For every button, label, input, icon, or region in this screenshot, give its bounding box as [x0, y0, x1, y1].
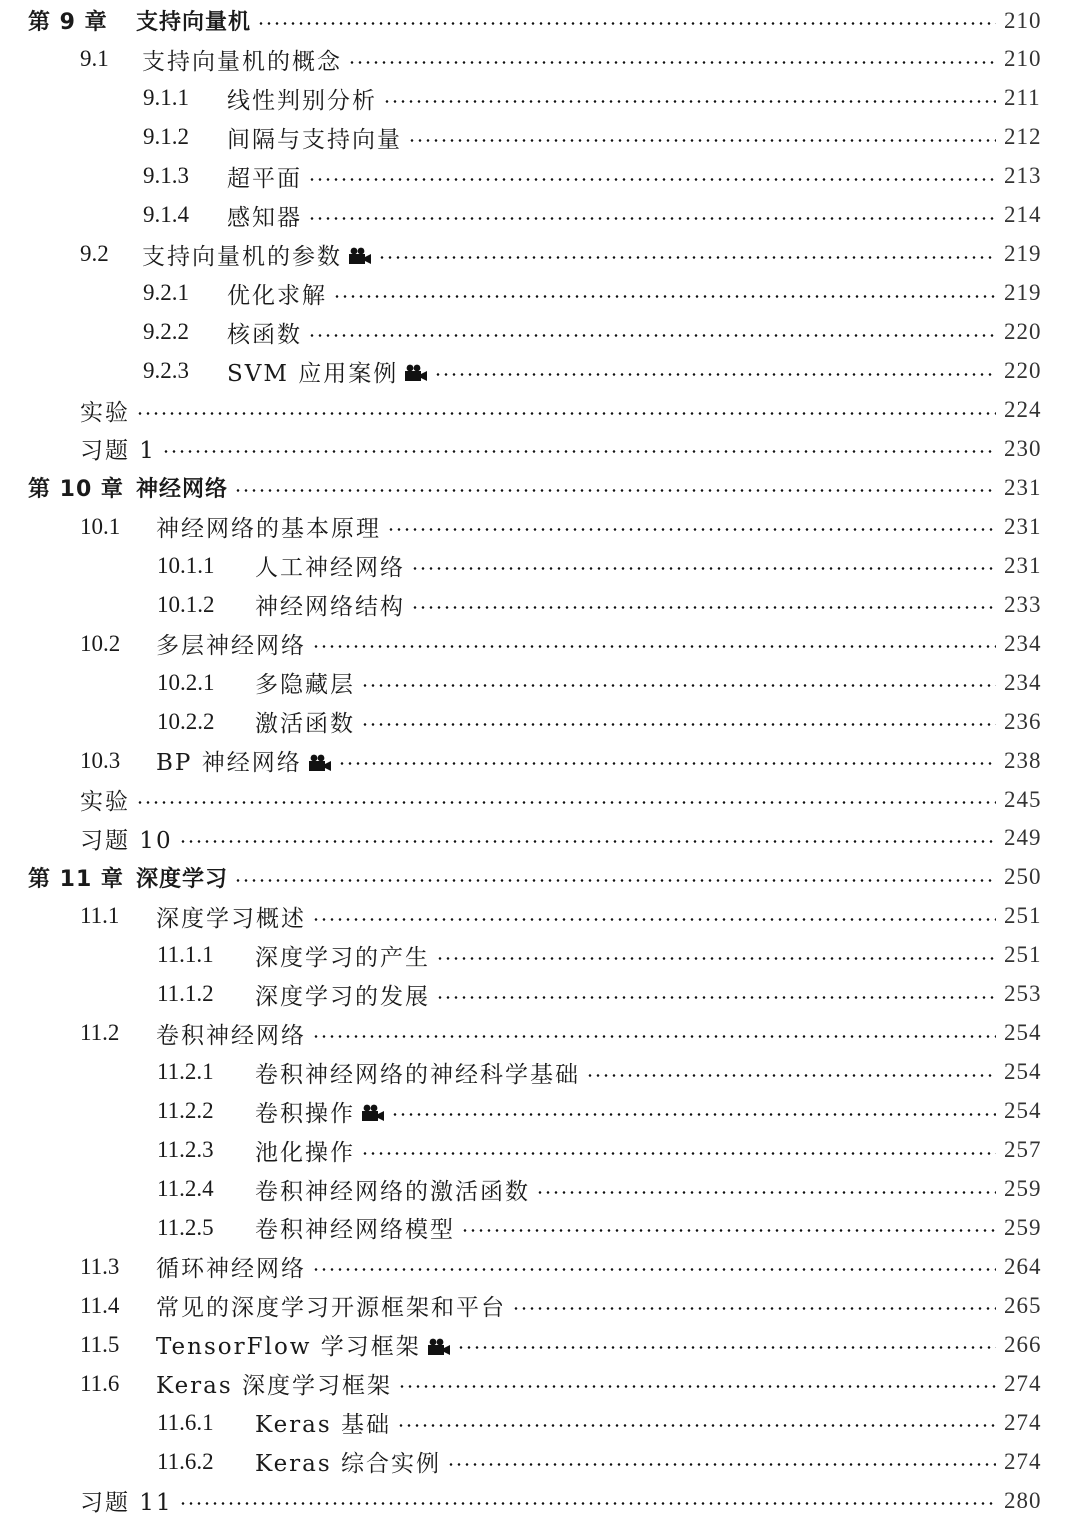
toc-entry-title: 卷积神经网络	[156, 1022, 306, 1049]
toc-entry-title: 线性判别分析	[227, 87, 377, 114]
toc-entry-subsection[interactable]	[0, 157, 1080, 196]
toc-entry-section[interactable]	[0, 1247, 1080, 1286]
toc-entry-number: 11.2.3	[157, 1137, 214, 1163]
toc-entry-page: 224	[1004, 397, 1042, 422]
toc-entry-title: 深度学习的产生	[255, 944, 430, 971]
toc-entry-number: 11.2	[80, 1020, 120, 1046]
dot-leader	[234, 468, 996, 507]
toc-entry-number: 11.2.1	[157, 1059, 214, 1085]
toc-entry-number: 10.1.2	[157, 591, 215, 617]
toc-entry-title: 多隐藏层	[255, 672, 355, 699]
dot-leader	[397, 1403, 996, 1442]
toc-entry-lead	[0, 1367, 392, 1400]
toc-entry-page: 211	[1004, 85, 1041, 111]
toc-entry-page: 249	[1004, 825, 1042, 851]
toc-entry-section[interactable]	[0, 1364, 1080, 1403]
toc-entry-lead	[0, 160, 302, 193]
toc-entry-subsection[interactable]	[0, 1442, 1080, 1481]
dot-leader	[312, 1247, 996, 1286]
toc-entry-page: 274	[1004, 1448, 1042, 1474]
toc-entry-number: 11.2.5	[157, 1214, 214, 1240]
toc-entry-section[interactable]	[0, 1014, 1080, 1053]
toc-entry-lead	[0, 1250, 306, 1283]
toc-entry-title: 深度学习概述	[156, 905, 306, 932]
toc-entry-number: 第 9 章	[28, 10, 108, 35]
toc-entry-title: 支持向量机的参数	[142, 243, 342, 270]
toc-entry-lead	[0, 277, 327, 310]
dot-leader	[312, 1014, 996, 1053]
toc-entry-lead	[0, 588, 405, 621]
toc-entry-subsection[interactable]	[0, 1403, 1080, 1442]
toc-entry-page: 231	[1004, 513, 1042, 539]
toc-entry-section[interactable]	[0, 1286, 1080, 1325]
toc-entry-number: 11.3	[80, 1253, 120, 1279]
toc-entry-title: 神经网络的基本原理	[156, 516, 381, 543]
toc-entry-title: 神经网络	[136, 477, 229, 503]
toc-entry-title: 卷积神经网络的神经科学基础	[255, 1061, 580, 1088]
toc-entry-lead	[0, 978, 430, 1011]
dot-leader	[586, 1053, 996, 1092]
toc-entry-title: TensorFlow 学习框架	[156, 1334, 421, 1361]
toc-entry-title: Keras 综合实例	[255, 1451, 441, 1478]
toc-entry-subsection[interactable]	[0, 1053, 1080, 1092]
dot-leader	[391, 1092, 996, 1131]
toc-entry-plain[interactable]	[0, 1481, 1080, 1520]
toc-entry-page: 213	[1004, 163, 1042, 189]
toc-entry-page: 210	[1004, 7, 1042, 33]
dot-leader	[408, 118, 996, 157]
toc-entry-page: 238	[1004, 747, 1042, 773]
toc-entry-number: 9.1.2	[143, 124, 189, 150]
toc-entry-title: SVM 应用案例	[227, 360, 399, 387]
toc-entry-title: 超平面	[227, 165, 302, 192]
toc-entry-number: 11.5	[80, 1331, 120, 1357]
toc-entry-title: 实验	[80, 789, 130, 815]
toc-entry-subsection[interactable]	[0, 663, 1080, 702]
toc-entry-page: 234	[1004, 669, 1042, 695]
toc-entry-subsection[interactable]	[0, 936, 1080, 975]
video-camera-icon[interactable]	[427, 1336, 451, 1354]
toc-entry-lead	[0, 199, 302, 232]
dot-leader	[361, 663, 996, 702]
toc-entry-page: 214	[1004, 202, 1042, 228]
toc-entry-title: 深度学习	[136, 866, 229, 892]
dot-leader	[536, 1170, 996, 1209]
toc-entry-lead	[0, 1017, 306, 1050]
dot-leader	[447, 1442, 996, 1481]
toc-entry-lead	[0, 744, 332, 777]
toc-entry-subsection[interactable]	[0, 702, 1080, 741]
toc-entry-page: 250	[1004, 864, 1042, 890]
dot-leader	[338, 741, 996, 780]
toc-entry-lead	[0, 394, 130, 427]
toc-entry-title: 习题 10	[80, 827, 173, 854]
dot-leader	[411, 546, 996, 585]
toc-entry-subsection[interactable]	[0, 274, 1080, 313]
toc-entry-subsection[interactable]	[0, 313, 1080, 352]
toc-entry-title: 循环神经网络	[156, 1256, 306, 1283]
toc-entry-page: 231	[1004, 474, 1042, 500]
toc-entry-title: 卷积神经网络模型	[255, 1217, 455, 1244]
toc-entry-title: 间隔与支持向量	[227, 126, 402, 153]
dot-leader	[383, 79, 996, 118]
toc-entry-plain[interactable]	[0, 819, 1080, 858]
toc-entry-title: 池化操作	[255, 1139, 355, 1166]
toc-entry-lead	[0, 121, 402, 154]
toc-entry-subsection[interactable]	[0, 79, 1080, 118]
toc-entry-lead	[0, 862, 228, 893]
toc-entry-title: 深度学习的发展	[255, 983, 430, 1010]
toc-entry-lead	[0, 705, 355, 738]
dot-leader	[398, 1364, 996, 1403]
toc-entry-lead	[0, 1445, 441, 1478]
toc-entry-lead	[0, 1484, 173, 1517]
toc-entry-title: 人工神经网络	[255, 555, 405, 582]
video-camera-icon[interactable]	[361, 1102, 385, 1120]
toc-entry-number: 11.2.4	[157, 1176, 214, 1201]
toc-entry-lead	[0, 5, 251, 36]
toc-entry-page: 230	[1004, 435, 1042, 461]
toc-entry-section[interactable]	[0, 741, 1080, 780]
toc-entry-lead	[0, 82, 377, 115]
toc-entry-title: 支持向量机的概念	[142, 48, 342, 75]
toc-entry-page: 234	[1004, 630, 1042, 656]
toc-entry-plain[interactable]	[0, 429, 1080, 468]
toc-entry-page: 219	[1004, 280, 1042, 306]
video-camera-icon[interactable]	[404, 362, 428, 380]
toc-entry-section[interactable]	[0, 897, 1080, 936]
toc-entry-lead	[0, 549, 405, 582]
dot-leader	[308, 196, 996, 235]
toc-entry-title: 优化求解	[227, 282, 327, 309]
dot-leader	[333, 274, 996, 313]
toc-entry-subsection[interactable]	[0, 975, 1080, 1014]
toc-entry-page: 259	[1004, 1214, 1042, 1240]
toc-entry-lead	[0, 355, 428, 388]
toc-entry-title: Keras 基础	[255, 1412, 391, 1439]
toc-entry-page: 280	[1004, 1487, 1042, 1513]
dot-leader	[512, 1286, 996, 1325]
dot-leader	[436, 975, 996, 1014]
toc-entry-lead	[0, 1328, 451, 1361]
toc-entry-number: 9.1.3	[143, 163, 189, 189]
toc-entry-title: 核函数	[227, 321, 302, 348]
toc-entry-title: 支持向量机	[136, 10, 252, 35]
toc-entry-title: 习题 1	[80, 438, 156, 465]
toc-entry-lead	[0, 472, 228, 503]
toc-entry-page: 236	[1004, 708, 1042, 734]
toc-entry-title: Keras 深度学习框架	[156, 1373, 392, 1400]
toc-entry-subsection[interactable]	[0, 546, 1080, 585]
dot-leader	[308, 313, 996, 352]
toc-entry-number: 第 10 章	[28, 477, 124, 503]
toc-entry-subsection[interactable]	[0, 1170, 1080, 1209]
dot-leader	[179, 819, 996, 858]
toc-entry-number: 9.2	[80, 241, 109, 267]
toc-entry-title: 卷积神经网络的激活函数	[255, 1178, 530, 1205]
toc-entry-section[interactable]	[0, 624, 1080, 663]
dot-leader	[312, 897, 996, 936]
toc-entry-number: 10.1.1	[157, 552, 215, 578]
toc-entry-title: 习题 11	[80, 1490, 173, 1517]
video-camera-icon[interactable]	[308, 752, 332, 770]
toc-entry-number: 10.2.1	[157, 669, 215, 695]
toc-entry-lead	[0, 939, 430, 972]
toc-entry-page: 253	[1004, 981, 1042, 1007]
toc-entry-page: 220	[1004, 358, 1042, 384]
toc-entry-subsection[interactable]	[0, 585, 1080, 624]
toc-entry-number: 11.1.2	[157, 981, 214, 1007]
toc-entry-lead	[0, 43, 342, 76]
video-camera-icon[interactable]	[348, 245, 372, 263]
toc-entry-page: 266	[1004, 1331, 1042, 1357]
toc-entry-subsection[interactable]	[0, 196, 1080, 235]
dot-leader	[457, 1325, 996, 1364]
toc-entry-lead	[0, 627, 306, 660]
toc-entry-section[interactable]	[0, 235, 1080, 274]
dot-leader	[378, 235, 996, 274]
toc-entry-title: BP 神经网络	[156, 750, 302, 777]
toc-entry-lead	[0, 822, 173, 855]
toc-entry-section[interactable]	[0, 40, 1080, 79]
toc-entry-page: 257	[1004, 1137, 1042, 1163]
toc-entry-number: 11.1.1	[157, 942, 214, 968]
toc-entry-lead	[0, 1173, 530, 1206]
toc-entry-page: 220	[1004, 319, 1042, 345]
toc-entry-lead	[0, 316, 302, 349]
toc-entry-page: 210	[1004, 46, 1042, 72]
dot-leader	[179, 1481, 996, 1520]
toc-entry-number: 11.1	[80, 903, 120, 929]
dot-leader	[361, 702, 996, 741]
dot-leader	[387, 507, 996, 546]
toc-entry-lead	[0, 900, 306, 933]
toc-entry-number: 第 11 章	[28, 866, 124, 892]
toc-entry-number: 9.2.1	[143, 280, 189, 306]
toc-entry-lead	[0, 1289, 506, 1322]
dot-leader	[308, 157, 996, 196]
toc-entry-subsection[interactable]	[0, 1208, 1080, 1247]
toc-entry-lead	[0, 1134, 355, 1167]
toc-entry-subsection[interactable]	[0, 352, 1080, 391]
toc-entry-plain[interactable]	[0, 391, 1080, 430]
dot-leader	[162, 429, 996, 468]
toc-entry-title: 神经网络结构	[255, 594, 405, 621]
toc-entry-page: 254	[1004, 1098, 1042, 1124]
toc-entry-number: 10.2	[80, 630, 121, 656]
toc-entry-page: 254	[1004, 1059, 1042, 1085]
toc-entry-number: 10.3	[80, 747, 121, 773]
toc-entry-chapter[interactable]	[0, 1, 1080, 40]
toc-entry-chapter[interactable]	[0, 858, 1080, 897]
dot-leader	[136, 780, 996, 819]
toc-entry-page: 274	[1004, 1370, 1042, 1396]
toc-entry-plain[interactable]	[0, 780, 1080, 819]
toc-entry-page: 274	[1004, 1409, 1042, 1435]
toc-entry-title: 多层神经网络	[156, 633, 306, 660]
toc-entry-lead	[0, 1056, 580, 1089]
toc-entry-page: 264	[1004, 1253, 1042, 1279]
toc-entry-page: 251	[1004, 903, 1042, 929]
toc-entry-lead	[0, 1406, 391, 1439]
toc-entry-number: 11.2.2	[157, 1098, 214, 1124]
toc-entry-lead	[0, 783, 130, 816]
toc-entry-title: 常见的深度学习开源框架和平台	[156, 1295, 506, 1322]
toc-entry-subsection[interactable]	[0, 118, 1080, 157]
toc-entry-section[interactable]	[0, 1325, 1080, 1364]
toc-entry-number: 11.4	[80, 1292, 120, 1318]
toc-entry-lead	[0, 510, 381, 543]
toc-entry-page: 212	[1004, 124, 1042, 150]
toc-entry-number: 9.2.2	[143, 319, 189, 345]
toc-entry-number: 9.1.1	[143, 85, 189, 111]
dot-leader	[434, 352, 996, 391]
dot-leader	[461, 1208, 996, 1247]
dot-leader	[361, 1131, 996, 1170]
toc-entry-number: 9.1	[80, 46, 109, 72]
toc-entry-number: 9.1.4	[143, 202, 189, 228]
dot-leader	[436, 936, 996, 975]
toc-entry-number: 10.2.2	[157, 708, 215, 734]
toc-entry-number: 11.6.1	[157, 1409, 214, 1435]
dot-leader	[348, 40, 996, 79]
toc-entry-subsection[interactable]	[0, 1131, 1080, 1170]
toc-entry-section[interactable]	[0, 507, 1080, 546]
dot-leader	[234, 858, 996, 897]
toc-entry-page: 259	[1004, 1176, 1042, 1201]
toc-entry-number: 11.6.2	[157, 1448, 214, 1474]
toc-entry-page: 251	[1004, 942, 1042, 968]
dot-leader	[411, 585, 996, 624]
toc-entry-lead	[0, 1095, 385, 1128]
toc-entry-number: 11.6	[80, 1370, 120, 1396]
toc-entry-title: 实验	[80, 399, 130, 426]
toc-entry-number: 10.1	[80, 513, 121, 539]
toc-entry-chapter[interactable]	[0, 468, 1080, 507]
toc-entry-page: 254	[1004, 1020, 1042, 1046]
dot-leader	[257, 1, 996, 40]
toc-entry-page: 265	[1004, 1292, 1042, 1318]
toc-entry-page: 245	[1004, 786, 1042, 812]
toc-entry-title: 感知器	[227, 204, 302, 231]
toc-entry-lead	[0, 238, 372, 271]
toc-entry-subsection[interactable]	[0, 1092, 1080, 1131]
toc-entry-number: 9.2.3	[143, 358, 189, 384]
toc-entry-page: 233	[1004, 591, 1042, 617]
toc-entry-page: 219	[1004, 241, 1042, 267]
toc-entry-page: 231	[1004, 552, 1042, 578]
toc-entry-lead	[0, 666, 355, 699]
dot-leader	[312, 624, 996, 663]
dot-leader	[136, 391, 996, 430]
toc-entry-title: 卷积操作	[255, 1100, 355, 1127]
toc-entry-lead	[0, 1211, 455, 1244]
toc-entry-lead	[0, 432, 156, 465]
toc-entry-title: 激活函数	[255, 711, 355, 738]
